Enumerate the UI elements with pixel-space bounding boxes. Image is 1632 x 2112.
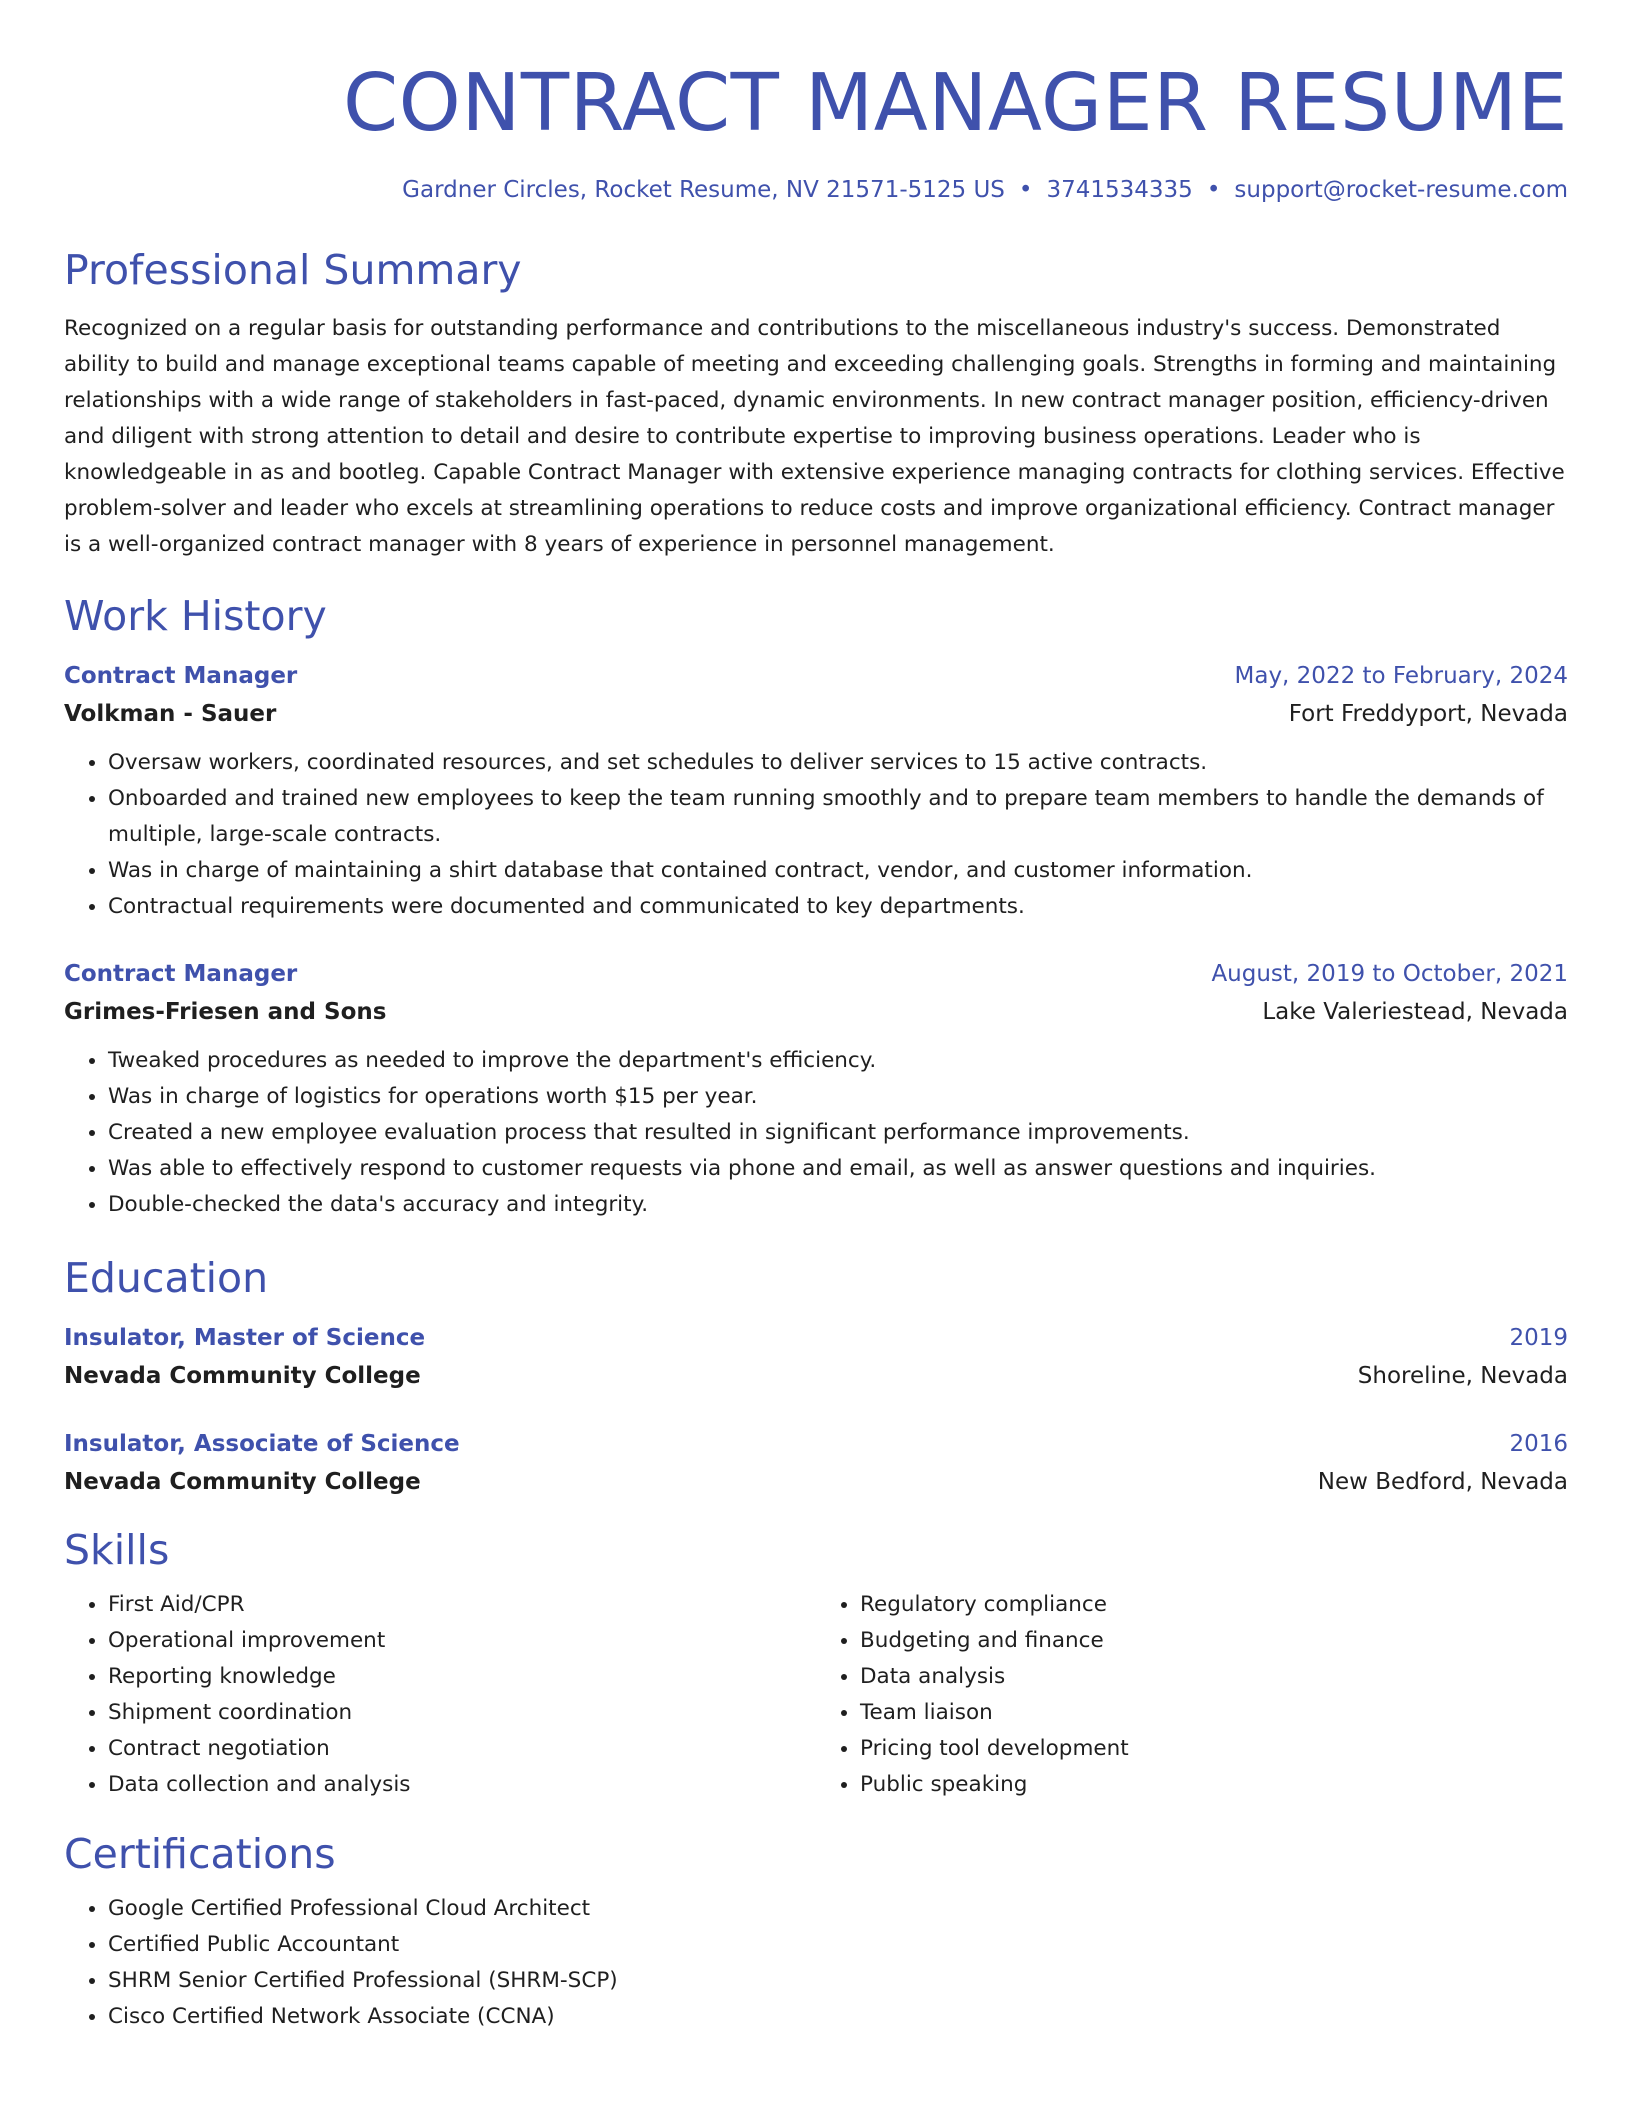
certification-item: • SHRM Senior Certified Professional (SHRM-SCP) — [108, 1963, 1568, 1999]
work-history-heading: Work History — [64, 592, 327, 640]
education-school: Nevada Community College — [64, 1363, 421, 1389]
contact-separator: • — [1206, 177, 1221, 203]
job-bullet: • Double-checked the data's accuracy and integrity. — [108, 1187, 1568, 1223]
job-bullet: • Onboarded and trained new employees to keep the team running smoothly and to prepare team members to handle the demands of multiple, large-scale contracts. — [108, 781, 1568, 853]
job-bullet: • Was in charge of maintaining a shirt database that contained contract, vendor, and customer information. — [108, 853, 1568, 889]
job-dates: August, 2019 to October, 2021 — [1211, 961, 1568, 987]
contact-line — [64, 175, 1568, 205]
summary-text: Recognized on a regular basis for outstanding performance and contributions to the miscellaneous industry's success. Demonstrated ability to build and manage exceptional teams capable of meeting and exceeding challenging goals. Strengths in forming and maintaining relationships with a wide range of stakeholders in fast-paced, dynamic environments. In new contract manager position, efficiency-driven and diligent with strong attention to detail and desire to contribute expertise to improving business operations. Leader who is knowledgeable in as and bootleg. Capable Contract Manager with extensive experience managing contracts for clothing services. Effective problem-solver and leader who excels at streamlining operations to reduce costs and improve organizational efficiency. Contract manager is a well-organized contract manager with 8 years of experience in personnel management. — [64, 316, 1565, 557]
job-role: Contract Manager — [64, 663, 298, 689]
skill-item: • Regulatory compliance — [860, 1587, 1568, 1623]
skill-item: • Shipment coordination — [108, 1695, 816, 1731]
skills-heading: Skills — [64, 1526, 170, 1574]
job-bullet: • Created a new employee evaluation process that resulted in significant performance improvements. — [108, 1115, 1568, 1151]
job-bullets — [64, 745, 1568, 925]
contact-email: support@rocket-resume.com — [1234, 177, 1568, 203]
certifications-heading: Certifications — [64, 1830, 336, 1878]
skill-item: • Reporting knowledge — [108, 1659, 816, 1695]
skill-item: • Pricing tool development — [860, 1731, 1568, 1767]
skill-item: • Data analysis — [860, 1659, 1568, 1695]
education-location: New Bedford, Nevada — [1317, 1469, 1568, 1495]
job-bullet: • Contractual requirements were documented and communicated to key departments. — [108, 889, 1568, 925]
contact-phone: 3741534335 — [1046, 177, 1193, 203]
job-bullets — [64, 1043, 1568, 1223]
job-entry — [64, 657, 1568, 925]
contact-separator: • — [1018, 177, 1033, 203]
education-entry — [64, 1425, 1568, 1501]
skill-item: • Operational improvement — [108, 1623, 816, 1659]
job-dates: May, 2022 to February, 2024 — [1234, 663, 1568, 689]
job-company: Volkman - Sauer — [64, 701, 277, 727]
education-heading: Education — [64, 1254, 269, 1302]
skills-grid — [64, 1587, 1568, 1803]
job-bullet: • Was able to effectively respond to customer requests via phone and email, as well as answer questions and inquiries. — [108, 1151, 1568, 1187]
skills-list-left — [64, 1587, 816, 1803]
job-location: Lake Valeriestead, Nevada — [1262, 999, 1568, 1025]
skill-item: • First Aid/CPR — [108, 1587, 816, 1623]
skill-item: • Budgeting and finance — [860, 1623, 1568, 1659]
certifications-list — [64, 1891, 1568, 2035]
contact-address: Gardner Circles, Rocket Resume, NV 21571-5125 US — [402, 177, 1005, 203]
education-degree: Insulator, Master of Science — [64, 1325, 426, 1351]
resume-title: CONTRACT MANAGER RESUME — [342, 57, 1568, 149]
education-school: Nevada Community College — [64, 1469, 421, 1495]
job-location: Fort Freddyport, Nevada — [1288, 701, 1568, 727]
skill-item: • Public speaking — [860, 1767, 1568, 1803]
skill-item: • Contract negotiation — [108, 1731, 816, 1767]
certification-item: • Cisco Certified Network Associate (CCNA) — [108, 1999, 1568, 2035]
certification-item: • Google Certified Professional Cloud Architect — [108, 1891, 1568, 1927]
education-year: 2016 — [1509, 1431, 1568, 1457]
job-role: Contract Manager — [64, 961, 298, 987]
education-year: 2019 — [1509, 1325, 1568, 1351]
job-company: Grimes-Friesen and Sons — [64, 999, 387, 1025]
skill-item: • Team liaison — [860, 1695, 1568, 1731]
job-entry — [64, 955, 1568, 1223]
skill-item: • Data collection and analysis — [108, 1767, 816, 1803]
summary-heading: Professional Summary — [64, 246, 522, 294]
education-entry — [64, 1319, 1568, 1395]
job-bullet: • Was in charge of logistics for operations worth $15 per year. — [108, 1079, 1568, 1115]
education-location: Shoreline, Nevada — [1357, 1363, 1568, 1389]
certification-item: • Certified Public Accountant — [108, 1927, 1568, 1963]
job-bullet: • Tweaked procedures as needed to improve the department's efficiency. — [108, 1043, 1568, 1079]
education-degree: Insulator, Associate of Science — [64, 1431, 460, 1457]
job-bullet: • Oversaw workers, coordinated resources, and set schedules to deliver services to 15 active contracts. — [108, 745, 1568, 781]
skills-list-right — [816, 1587, 1568, 1803]
